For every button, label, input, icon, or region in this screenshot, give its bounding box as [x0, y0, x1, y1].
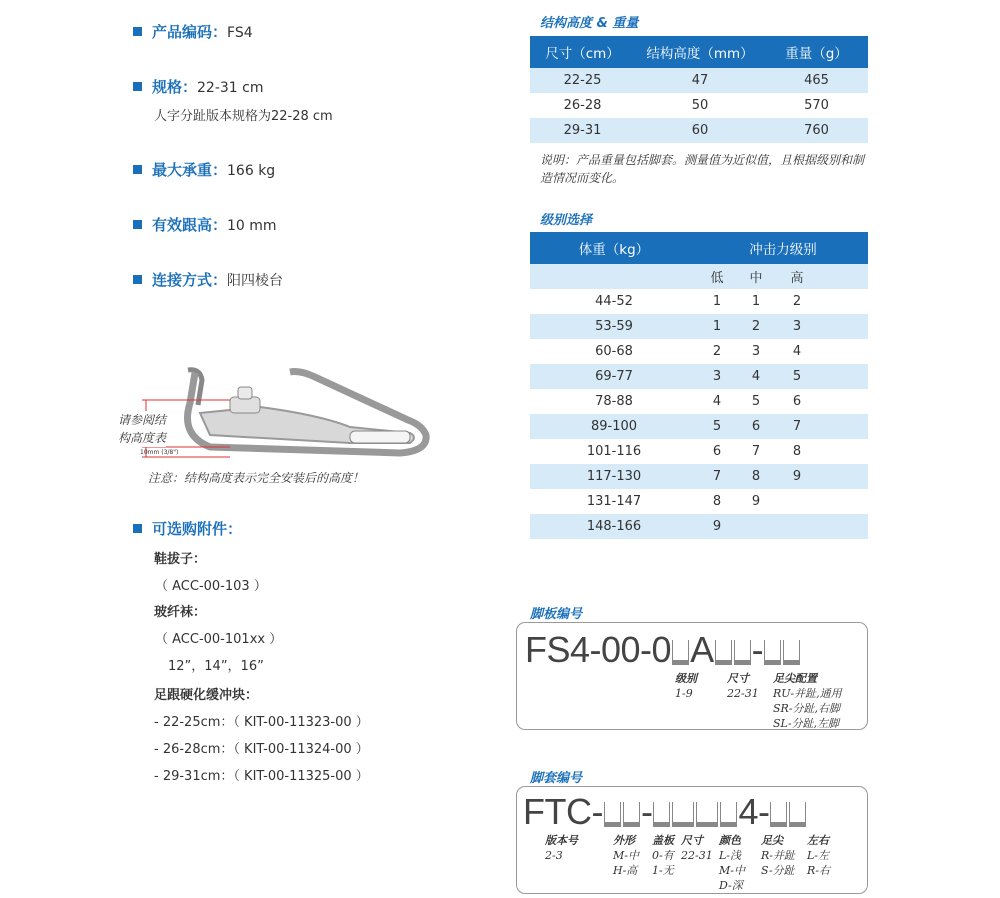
code-slot	[715, 640, 732, 665]
accessories-heading: 可选购附件：	[133, 518, 242, 539]
bullet-square-icon	[133, 220, 142, 229]
code-slot	[623, 802, 640, 827]
impact-level-mid: 中	[736, 264, 776, 289]
spec-product-code: 产品编码：FS4	[133, 21, 253, 42]
cover-label-cap: 盖板 0-有 1-无	[652, 834, 674, 877]
code-slot	[672, 640, 689, 665]
footplate-code: FS4-00-0 A -	[525, 629, 801, 671]
table-row: 117-130 7 8 9	[530, 464, 868, 489]
code-slot	[770, 802, 787, 827]
footplate-label-toe: 足尖配置 RU-并趾,通用 SR-分趾,右脚 SL-分趾,左脚	[773, 672, 842, 730]
height-table-header: 结构高度（mm）	[635, 36, 765, 68]
table-row: 22-25 47 465	[530, 68, 868, 93]
cover-label-version: 版本号 2-3	[545, 834, 578, 862]
accessory-heel-wedge-2: - 26-28cm：（ KIT-00-11324-00 ）	[154, 742, 369, 757]
accessory-sock-sizes: 12”，14”，16”	[168, 659, 264, 674]
height-table-title: 结构高度 & 重量	[540, 16, 639, 31]
table-row: 53-59 1 2 3	[530, 314, 868, 339]
table-row: 148-166 9	[530, 514, 868, 539]
code-slot	[764, 640, 781, 665]
table-row: 89-100 5 6 7	[530, 414, 868, 439]
code-slot	[696, 802, 718, 827]
accessory-sock-code: （ ACC-00-101xx ）	[155, 632, 283, 647]
table-row: 44-52 1 1 2	[595, 294, 802, 309]
table-row: 69-77 3 4 5	[530, 364, 868, 389]
spec-connection: 连接方式：阳四棱台	[133, 269, 283, 290]
code-slot	[783, 640, 800, 665]
impact-level-low: 低	[698, 264, 736, 289]
bullet-square-icon	[133, 82, 142, 91]
footplate-label-category: 级别 1-9	[675, 672, 697, 700]
accessory-heel-wedge-3: - 29-31cm：（ KIT-00-11325-00 ）	[154, 769, 369, 784]
cover-label-toe: 足尖 R-并趾 S-分趾	[761, 834, 795, 877]
table-row: 101-116 6 7 8	[586, 444, 802, 459]
bullet-square-icon	[133, 27, 142, 36]
category-table	[530, 232, 868, 539]
accessory-heel-wedge-1: - 22-25cm：（ KIT-00-11323-00 ）	[154, 715, 369, 730]
category-table-title: 级别选择	[540, 213, 593, 228]
diagram-side-label: 请参阅结 构高度表	[118, 413, 167, 445]
cover-code-title: 脚套编号	[530, 771, 583, 786]
code-slot	[604, 802, 621, 827]
spec-size: 规格：22-31 cm	[133, 76, 263, 97]
table-row: 60-68 2 3 4	[595, 344, 802, 359]
height-weight-table	[530, 36, 868, 143]
cover-label-side: 左右 L-左 R-右	[807, 834, 830, 877]
category-table-header-impact: 冲击力级别	[698, 232, 868, 264]
cover-label-color: 颜色 L-浅 M-中 D-深	[719, 834, 745, 892]
accessory-shoehorn-code: （ ACC-00-103 ）	[155, 579, 267, 594]
table-row: 26-28 50 570	[563, 98, 829, 113]
bullet-square-icon	[133, 165, 142, 174]
diagram-dimension-label: 10mm (3/8")	[140, 449, 179, 456]
accessory-sock-label: 玻纤袜：	[154, 605, 207, 620]
height-table-note: 说明：产品重量包括脚套。测量值为近似值，且根据级别和制造情况而变化。	[540, 153, 865, 185]
bullet-square-icon	[133, 524, 142, 533]
code-slot	[789, 802, 806, 827]
cover-code-box	[516, 786, 868, 894]
table-row: 29-31 60 760	[530, 118, 868, 143]
accessory-shoehorn-label: 鞋拔子：	[154, 552, 207, 567]
code-slot	[672, 802, 694, 827]
toe-pad	[350, 431, 410, 443]
cover-label-size: 尺寸 22-31	[681, 834, 713, 862]
pyramid-top	[238, 387, 252, 399]
footplate-label-size: 尺寸 22-31	[727, 672, 759, 700]
cover-code: FTC- - 4-	[523, 791, 807, 833]
impact-level-high: 高	[776, 264, 818, 289]
category-table-header-weight: 体重（kg）	[530, 232, 698, 264]
spec-heel-height: 有效跟高：10 mm	[133, 214, 277, 235]
accessory-heel-wedge-label: 足跟硬化缓冲块：	[154, 688, 259, 703]
height-table-header: 尺寸（cm）	[530, 36, 635, 68]
code-slot	[653, 802, 670, 827]
bullet-square-icon	[133, 275, 142, 284]
footplate-code-box	[516, 622, 868, 730]
footplate-code-title: 脚板编号	[530, 607, 583, 622]
cover-label-shape: 外形 M-中 H-高	[613, 834, 639, 877]
spec-size-note: 人字分趾版本规格为22-28 cm	[154, 109, 333, 124]
table-row: 78-88 4 5 6	[595, 394, 802, 409]
code-slot	[734, 640, 751, 665]
diagram-caption: 注意：结构高度表示完全安装后的高度！	[148, 471, 365, 485]
height-table-header: 重量（g）	[765, 36, 868, 68]
spec-max-load: 最大承重：166 kg	[133, 159, 275, 180]
table-row: 131-147 8 9	[586, 494, 761, 509]
code-slot	[720, 802, 737, 827]
